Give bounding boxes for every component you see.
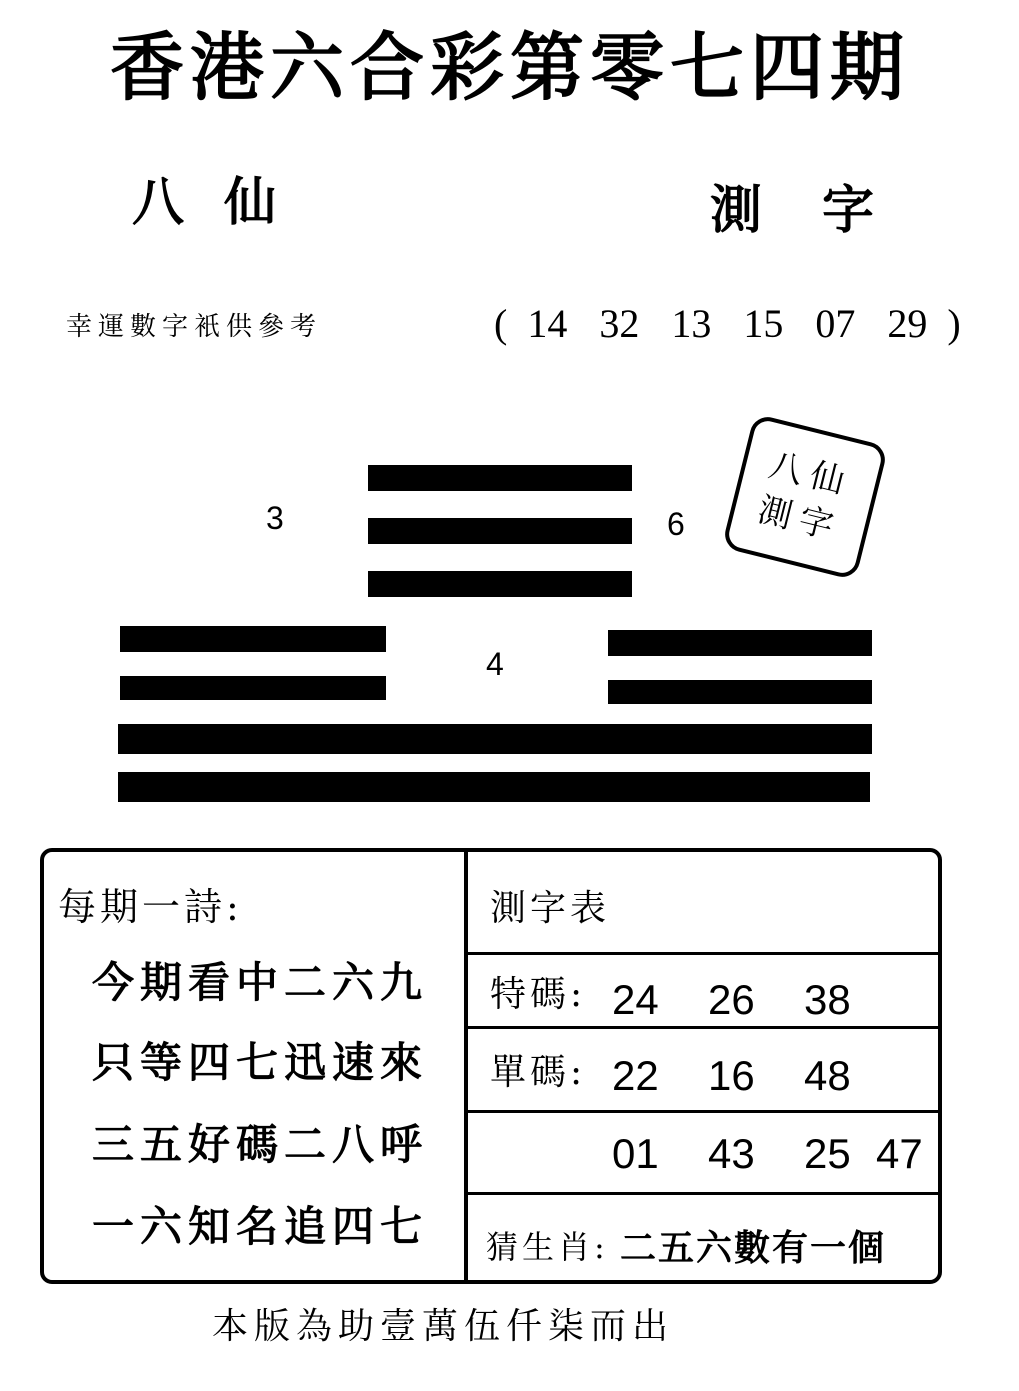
special-number: 38 xyxy=(804,976,851,1023)
poem-line: 一六知名追四七 xyxy=(92,1202,429,1251)
single-number: 16 xyxy=(708,1052,755,1099)
table-divider xyxy=(464,852,468,1282)
trigram-number-center: 4 xyxy=(486,646,504,682)
extra-number: 43 xyxy=(708,1130,755,1177)
left-trigram-bar xyxy=(120,626,386,652)
right-heading: 測字 xyxy=(710,180,935,241)
lucky-number: 32 xyxy=(599,301,640,346)
full-trigram-bar xyxy=(118,772,870,802)
top-trigram-bar xyxy=(368,465,632,491)
poem-line: 三五好碼二八呼 xyxy=(92,1120,429,1169)
full-trigram-bar xyxy=(118,724,872,754)
single-number: 48 xyxy=(804,1052,851,1099)
table-row-divider xyxy=(468,952,940,955)
single-numbers xyxy=(612,1052,900,1100)
extra-numbers xyxy=(612,1130,936,1178)
table-title: 測字表 xyxy=(490,888,611,929)
close-paren: ) xyxy=(947,301,961,346)
poem-heading: 每期一詩: xyxy=(58,885,243,929)
extra-number: 01 xyxy=(612,1130,659,1177)
zodiac-value: 二五六數有一個 xyxy=(620,1227,887,1269)
extra-number: 47 xyxy=(876,1130,923,1177)
left-heading: 八仙 xyxy=(132,172,317,233)
open-paren: ( xyxy=(494,301,508,346)
extra-number: 25 xyxy=(804,1130,851,1177)
lucky-number: 29 xyxy=(887,301,928,346)
lucky-number: 14 xyxy=(527,301,568,346)
right-trigram-bar xyxy=(608,680,872,704)
special-number: 24 xyxy=(612,976,659,1023)
single-number-label: 單碼: xyxy=(490,1052,587,1093)
single-number: 22 xyxy=(612,1052,659,1099)
special-number-label: 特碼: xyxy=(490,974,587,1015)
stamp-line: 八仙 xyxy=(764,445,857,505)
table-row-divider xyxy=(468,1026,940,1029)
top-trigram-bar xyxy=(368,571,632,597)
special-number: 26 xyxy=(708,976,755,1023)
zodiac-label: 猜生肖: xyxy=(486,1228,609,1266)
lucky-number: 15 xyxy=(743,301,784,346)
left-trigram-bar xyxy=(120,676,386,700)
lucky-number: 13 xyxy=(671,301,712,346)
table-row-divider xyxy=(468,1110,940,1113)
special-numbers xyxy=(612,976,900,1024)
right-trigram-bar xyxy=(608,630,872,656)
trigram-number-left: 3 xyxy=(266,500,284,536)
footer-note: 本版為助壹萬伍仟柒而出 xyxy=(212,1306,675,1347)
top-trigram-bar xyxy=(368,518,632,544)
lucky-numbers xyxy=(490,300,965,347)
lucky-numbers-label: 幸運數字衹供參考 xyxy=(66,312,323,342)
page-title: 香港六合彩第零七四期 xyxy=(110,25,910,111)
table-row-divider xyxy=(468,1192,940,1195)
stamp-line: 測字 xyxy=(753,489,846,549)
lucky-number: 07 xyxy=(815,301,856,346)
trigram-number-right: 6 xyxy=(667,506,685,542)
seal-stamp xyxy=(721,413,888,580)
poem-line: 今期看中二六九 xyxy=(92,958,429,1007)
poem-line: 只等四七迅速來 xyxy=(92,1038,429,1087)
